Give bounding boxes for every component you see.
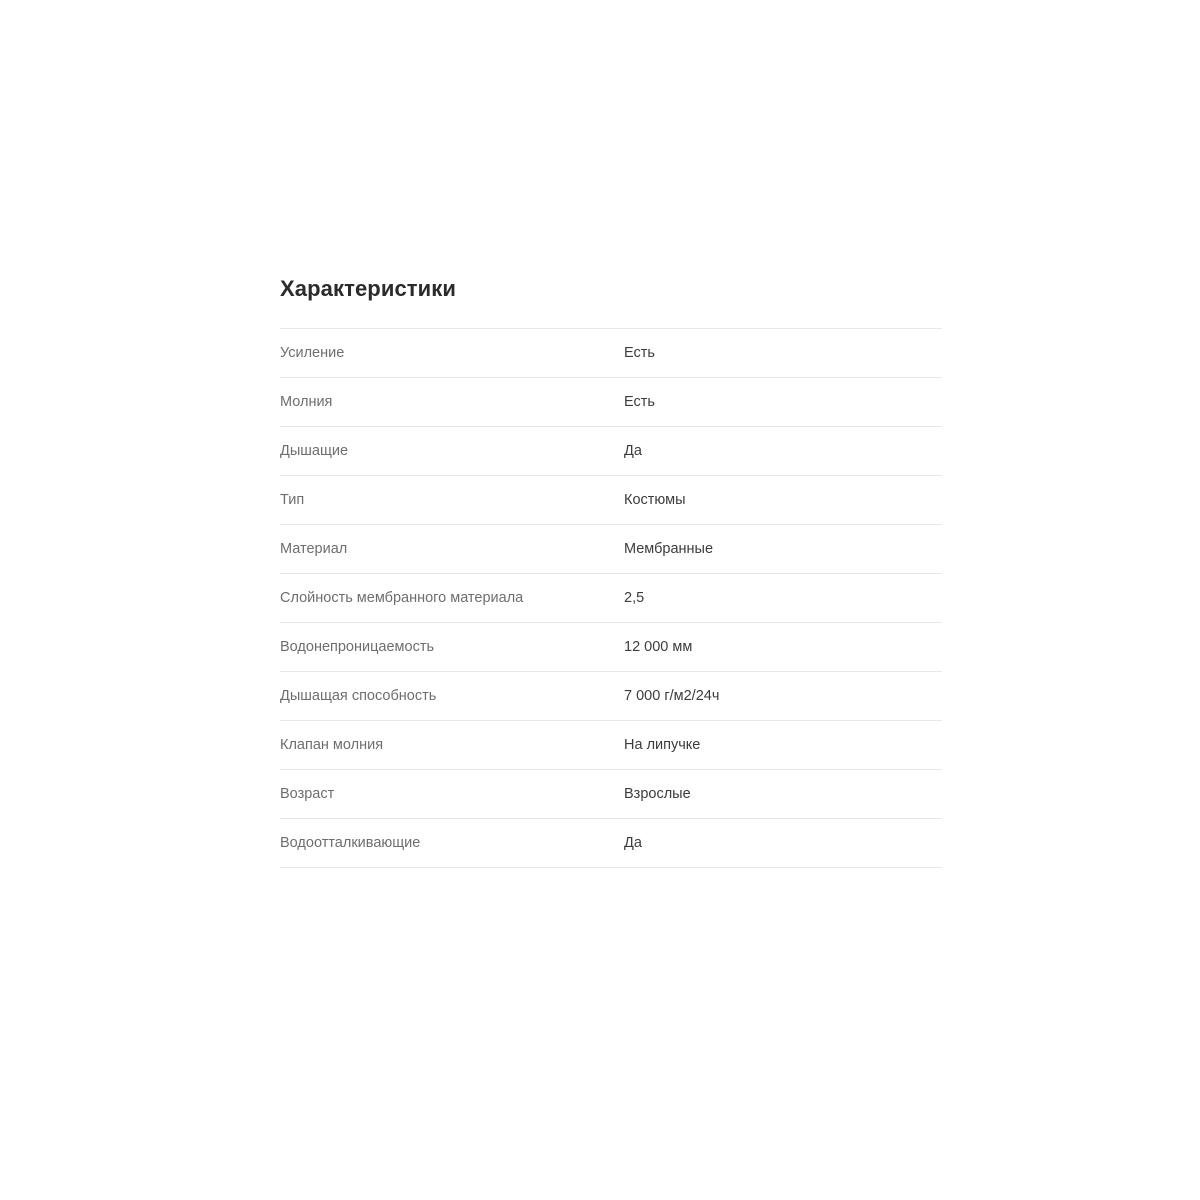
table-row xyxy=(280,770,942,819)
spec-value: 2,5 xyxy=(624,589,645,606)
spec-label: Возраст xyxy=(280,785,335,802)
spec-value: 7 000 г/м2/24ч xyxy=(624,687,720,704)
spec-label: Усиление xyxy=(280,344,345,361)
spec-value: Мембранные xyxy=(624,540,714,557)
spec-label: Водонепроницаемость xyxy=(280,638,435,655)
spec-label: Дышащие xyxy=(280,442,349,459)
spec-label: Молния xyxy=(280,393,333,410)
spec-value: Да xyxy=(624,834,642,851)
table-row xyxy=(280,819,942,868)
table-row xyxy=(280,721,942,770)
spec-label: Слойность мембранного материала xyxy=(280,589,524,606)
table-row xyxy=(280,329,942,378)
spec-value: На липучке xyxy=(624,736,701,753)
spec-label: Клапан молния xyxy=(280,736,384,753)
table-row xyxy=(280,378,942,427)
specifications-table xyxy=(280,328,942,868)
spec-value: Костюмы xyxy=(624,491,686,508)
table-row xyxy=(280,672,942,721)
page-title: Характеристики xyxy=(280,276,457,301)
spec-value: Да xyxy=(624,442,642,459)
spec-label: Тип xyxy=(280,491,305,508)
spec-value: Есть xyxy=(624,393,655,410)
spec-value: Взрослые xyxy=(624,785,691,802)
spec-value: Есть xyxy=(624,344,655,361)
table-row xyxy=(280,574,942,623)
table-row xyxy=(280,427,942,476)
spec-label: Материал xyxy=(280,540,348,557)
table-row xyxy=(280,525,942,574)
spec-label: Дышащая способность xyxy=(280,687,437,704)
spec-label: Водоотталкивающие xyxy=(280,834,421,851)
spec-value: 12 000 мм xyxy=(624,638,693,655)
table-row xyxy=(280,623,942,672)
table-row xyxy=(280,476,942,525)
specifications-section xyxy=(280,276,942,868)
